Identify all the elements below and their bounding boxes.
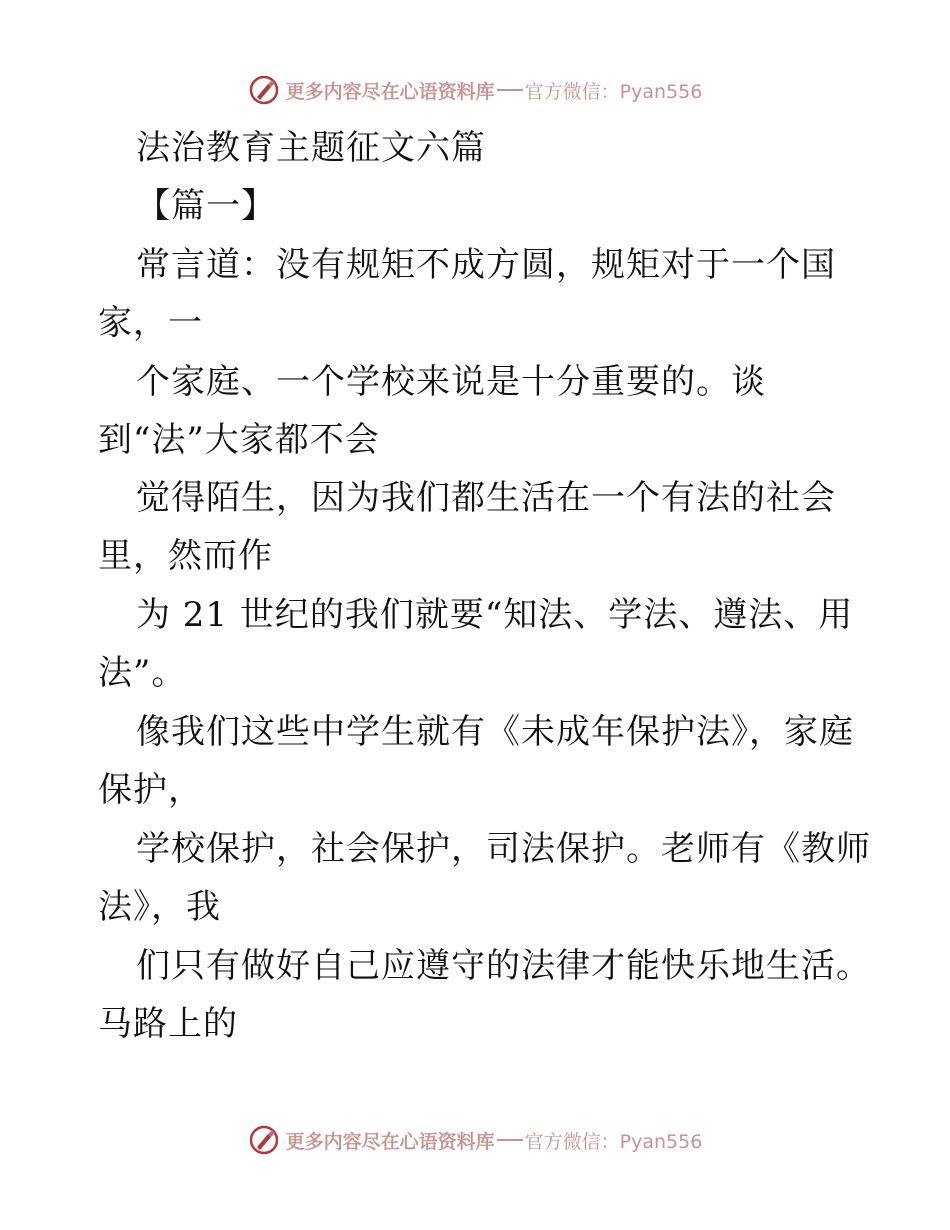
paragraph-line: 像我们这些中学生就有《未成年保护法》，家庭 <box>136 712 854 752</box>
paragraph-line: 学校保护，社会保护，司法保护。老师有《教师 <box>136 829 871 869</box>
banner-wechat: 官方微信：Pyan556 <box>524 80 703 103</box>
pen-logo-icon <box>248 74 280 106</box>
paragraph-line: 觉得陌生，因为我们都生活在一个有法的社会 <box>136 478 836 518</box>
paragraph-line: 们只有做好自己应遵守的法律才能快乐地生活。 <box>136 946 871 986</box>
paragraph-line: 法》，我 <box>98 887 221 927</box>
document-title: 法治教育主题征文六篇 <box>136 128 486 168</box>
header-banner <box>0 70 950 110</box>
paragraph-line: 到“法”大家都不会 <box>98 420 380 460</box>
paragraph-line: 马路上的 <box>98 1004 238 1044</box>
paragraph-line: 家，一 <box>98 303 203 343</box>
paragraph-line: 里，然而作 <box>98 536 273 576</box>
paragraph-line: 法”。 <box>98 653 187 693</box>
footer-banner <box>0 1120 950 1160</box>
banner-dash <box>497 89 523 91</box>
paragraph-line: 个家庭、一个学校来说是十分重要的。谈 <box>136 362 766 402</box>
banner-text: 更多内容尽在心语资料库 <box>285 1130 495 1153</box>
pen-logo-icon <box>248 1124 280 1156</box>
paragraph-line: 常言道：没有规矩不成方圆，规矩对于一个国 <box>136 245 836 285</box>
paragraph-line: 为 21 世纪的我们就要“知法、学法、遵法、用 <box>136 595 854 635</box>
banner-text: 更多内容尽在心语资料库 <box>285 80 495 103</box>
banner-dash <box>497 1139 523 1141</box>
paragraph-line: 保护， <box>98 770 203 810</box>
banner-wechat: 官方微信：Pyan556 <box>524 1130 703 1153</box>
section-heading: 【篇一】 <box>136 186 276 226</box>
